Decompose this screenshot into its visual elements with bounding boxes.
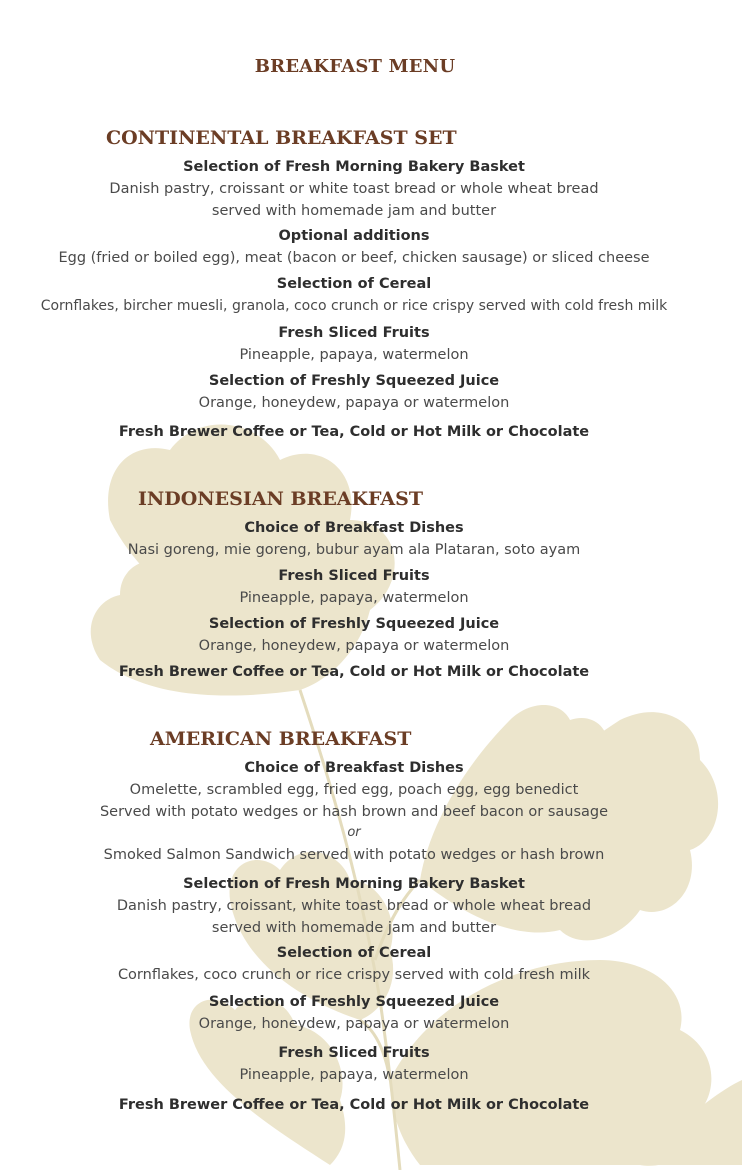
item-description: Danish pastry, croissant, white toast bread or whole wheat bread (116, 898, 592, 914)
item-description: Egg (fried or boiled egg), meat (bacon or beef, chicken sausage) or sliced cheese (58, 250, 650, 266)
item-description: Orange, honeydew, papaya or watermelon (198, 1016, 510, 1032)
item-heading: Choice of Breakfast Dishes (244, 520, 464, 536)
item-beverage: Fresh Brewer Coffee or Tea, Cold or Hot Milk or Chocolate (118, 1097, 590, 1113)
item-beverage: Fresh Brewer Coffee or Tea, Cold or Hot Milk or Chocolate (118, 664, 590, 680)
item-heading: Selection of Freshly Squeezed Juice (208, 616, 500, 632)
item-description: Served with potato wedges or hash brown and beef bacon or sausage (99, 804, 609, 820)
item-heading: Selection of Freshly Squeezed Juice (208, 994, 500, 1010)
item-heading: Choice of Breakfast Dishes (244, 760, 464, 776)
page-title: BREAKFAST MENU (254, 56, 456, 77)
item-description: Orange, honeydew, papaya or watermelon (198, 395, 510, 411)
item-heading: Fresh Sliced Fruits (278, 1045, 430, 1061)
item-heading: Selection of Fresh Morning Bakery Basket (183, 159, 525, 175)
item-heading: Fresh Sliced Fruits (278, 568, 430, 584)
item-heading: Fresh Sliced Fruits (278, 325, 430, 341)
section-title-indonesian: INDONESIAN BREAKFAST (138, 488, 424, 510)
item-description: Pineapple, papaya, watermelon (239, 347, 469, 363)
item-description: Pineapple, papaya, watermelon (239, 590, 469, 606)
section-title-american: AMERICAN BREAKFAST (150, 728, 412, 750)
item-heading: Selection of Fresh Morning Bakery Basket (183, 876, 525, 892)
item-description: Orange, honeydew, papaya or watermelon (198, 638, 510, 654)
item-description: Cornflakes, bircher muesli, granola, coco crunch or rice crispy served with cold fresh milk (40, 298, 668, 314)
item-description: served with homemade jam and butter (211, 920, 497, 936)
section-title-continental: CONTINENTAL BREAKFAST SET (106, 127, 457, 149)
item-description: Smoked Salmon Sandwich served with potato wedges or hash brown (103, 847, 605, 863)
item-description: Cornflakes, coco crunch or rice crispy served with cold fresh milk (117, 967, 591, 983)
item-description: Omelette, scrambled egg, fried egg, poach egg, egg benedict (129, 782, 579, 798)
item-description: Danish pastry, croissant or white toast bread or whole wheat bread (109, 181, 599, 197)
item-heading: Optional additions (278, 228, 430, 244)
item-description: Nasi goreng, mie goreng, bubur ayam ala Plataran, soto ayam (127, 542, 581, 558)
item-or-separator: or (347, 825, 361, 840)
item-beverage: Fresh Brewer Coffee or Tea, Cold or Hot Milk or Chocolate (118, 424, 590, 440)
item-description: served with homemade jam and butter (211, 203, 497, 219)
item-heading: Selection of Freshly Squeezed Juice (208, 373, 500, 389)
item-description: Pineapple, papaya, watermelon (239, 1067, 469, 1083)
item-heading: Selection of Cereal (276, 276, 432, 292)
item-heading: Selection of Cereal (276, 945, 432, 961)
